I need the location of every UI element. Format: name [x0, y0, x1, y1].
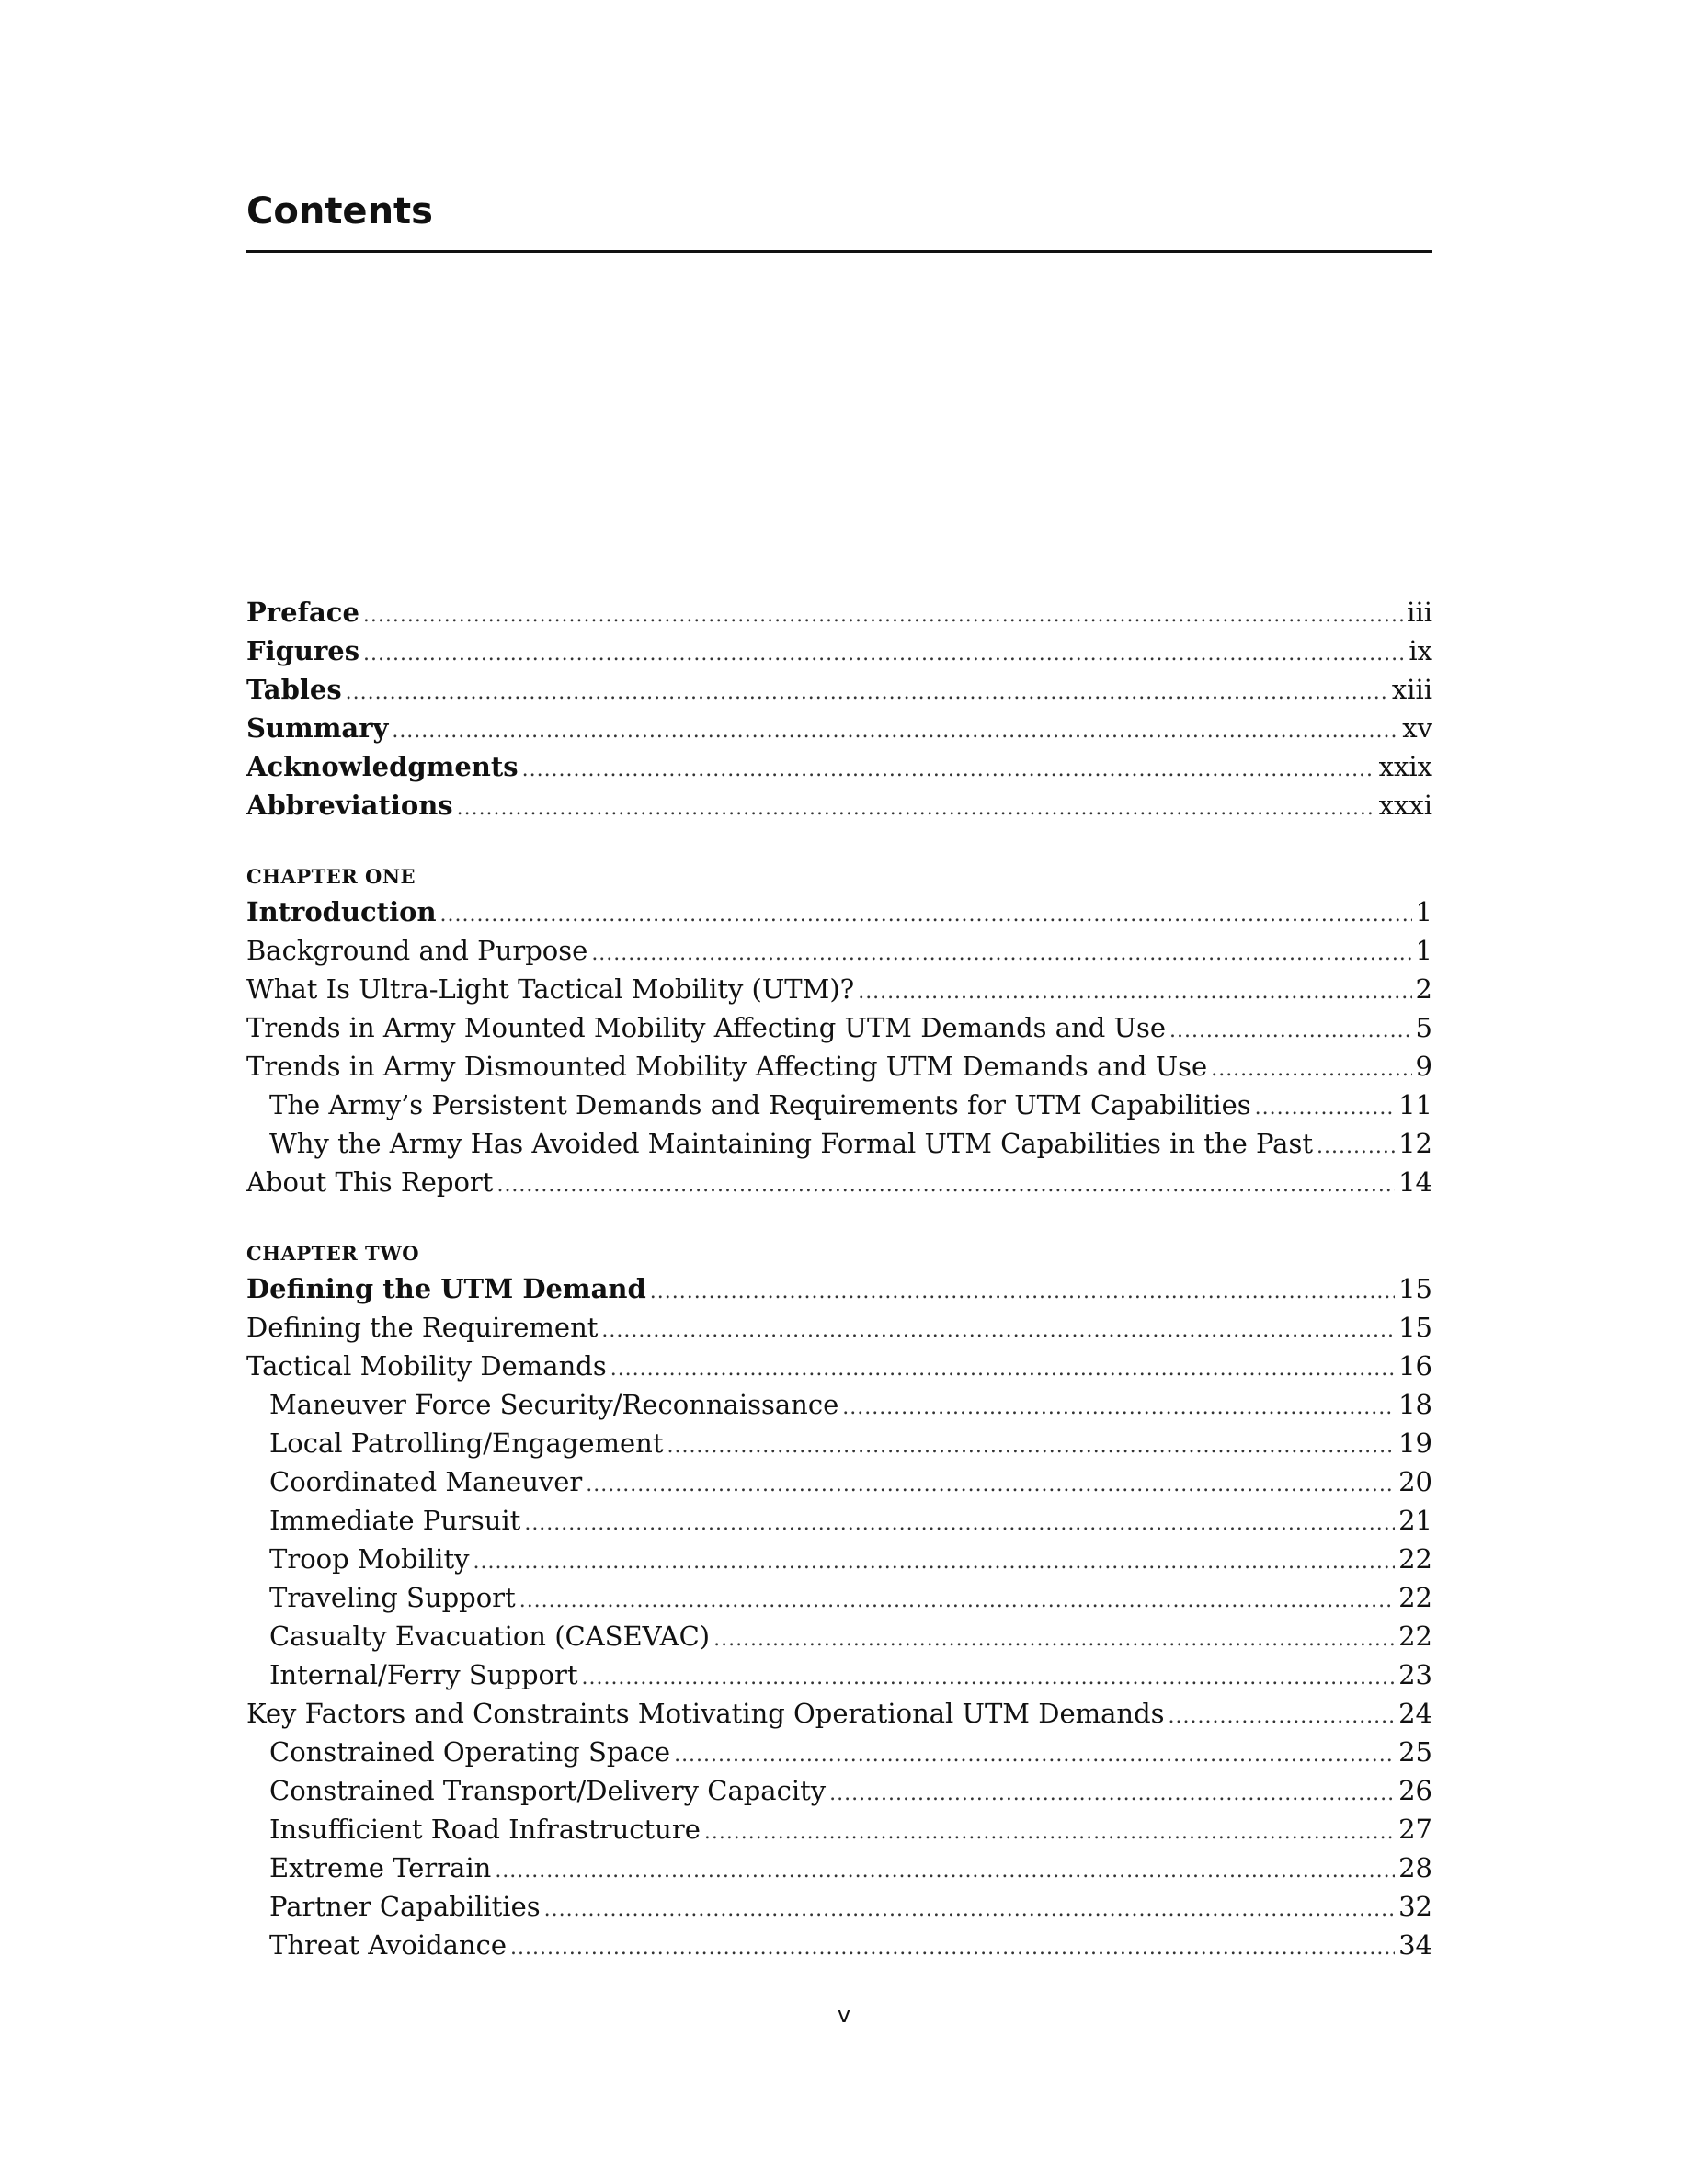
toc-page-number: xxix: [1378, 751, 1432, 782]
toc-entry-section[interactable]: [246, 931, 1432, 970]
toc-page-number: 1: [1415, 896, 1432, 927]
toc-entry-label: Acknowledgments: [246, 751, 519, 782]
toc-page-number: 24: [1398, 1698, 1432, 1729]
toc-entry-subsection[interactable]: [246, 1810, 1432, 1848]
dot-leader: [610, 1347, 1395, 1385]
toc-entry-label: Summary: [246, 712, 389, 744]
dot-leader: [829, 1771, 1395, 1810]
toc-entry-label: Maneuver Force Security/Reconnaissance: [269, 1389, 839, 1420]
toc-entry-label: Insufficient Road Infrastructure: [269, 1814, 701, 1845]
dot-leader: [522, 747, 1375, 786]
toc-entry-subsection[interactable]: [246, 1578, 1432, 1617]
toc-entry-label: What Is Ultra-Light Tactical Mobility (UTM)?: [246, 973, 855, 1005]
toc-page-number: 23: [1398, 1659, 1432, 1690]
chapter-section: [246, 861, 1432, 1201]
toc-page-number: 34: [1398, 1929, 1432, 1961]
toc-entry-label: Preface: [246, 597, 359, 628]
toc-page-number: 28: [1398, 1852, 1432, 1883]
toc-entry-section[interactable]: [246, 1694, 1432, 1733]
dot-leader: [495, 1848, 1395, 1887]
toc-entry-label: Partner Capabilities: [269, 1891, 541, 1922]
dot-leader: [842, 1385, 1395, 1424]
toc-entry-label: Introduction: [246, 896, 437, 927]
dot-leader: [519, 1578, 1395, 1617]
toc-entry-subsection[interactable]: [246, 1424, 1432, 1462]
toc-entry-section[interactable]: [246, 1308, 1432, 1347]
dot-leader: [1211, 1047, 1411, 1086]
dot-leader: [496, 1163, 1395, 1201]
toc-entry-section[interactable]: [246, 1163, 1432, 1201]
toc-page-number: 2: [1415, 973, 1432, 1005]
dot-leader: [544, 1887, 1395, 1926]
dot-leader: [473, 1540, 1396, 1578]
toc-entry-chapter-title[interactable]: [246, 893, 1432, 931]
toc-entry-label: Constrained Transport/Delivery Capacity: [269, 1775, 827, 1806]
toc-entry-front-matter[interactable]: [246, 709, 1432, 747]
dot-leader: [457, 786, 1375, 825]
dot-leader: [1255, 1086, 1395, 1124]
toc-entry-label: Trends in Army Dismounted Mobility Affecting UTM Demands and Use: [246, 1051, 1208, 1082]
toc-page-number: 21: [1398, 1505, 1432, 1536]
toc-page-number: ix: [1409, 635, 1432, 666]
toc-page-number: xv: [1402, 712, 1432, 744]
toc-entry-label: Immediate Pursuit: [269, 1505, 521, 1536]
toc-entry-subsection[interactable]: [246, 1385, 1432, 1424]
toc-page-number: 18: [1398, 1389, 1432, 1420]
toc-entry-subsection[interactable]: [246, 1617, 1432, 1655]
toc-entry-subsection[interactable]: [246, 1848, 1432, 1887]
toc-entry-label: Defining the UTM Demand: [246, 1273, 646, 1304]
dot-leader: [582, 1655, 1396, 1694]
toc-entry-label: Coordinated Maneuver: [269, 1466, 583, 1497]
front-matter-list: [246, 593, 1432, 825]
toc-entry-subsection[interactable]: [246, 1462, 1432, 1501]
dot-leader: [363, 631, 1405, 670]
toc-page-number: 1: [1415, 935, 1432, 966]
toc-page-number: 9: [1415, 1051, 1432, 1082]
toc-page-number: 22: [1398, 1621, 1432, 1652]
toc-entry-subsection[interactable]: [246, 1501, 1432, 1540]
dot-leader: [510, 1926, 1395, 1964]
dot-leader: [591, 931, 1411, 970]
section-spacer: [246, 1201, 1432, 1238]
toc-entry-subsection[interactable]: [246, 1086, 1432, 1124]
toc-entry-label: Internal/Ferry Support: [269, 1659, 578, 1690]
toc-page-number: 16: [1398, 1350, 1432, 1382]
dot-leader: [392, 709, 1398, 747]
toc-entry-front-matter[interactable]: [246, 593, 1432, 631]
toc-entry-chapter-title[interactable]: [246, 1269, 1432, 1308]
dot-leader: [650, 1269, 1395, 1308]
toc-page-number: 20: [1398, 1466, 1432, 1497]
toc-entry-front-matter[interactable]: [246, 747, 1432, 786]
toc-entry-label: Why the Army Has Avoided Maintaining Formal UTM Capabilities in the Past: [269, 1128, 1314, 1159]
toc-entry-front-matter[interactable]: [246, 631, 1432, 670]
toc-entry-label: Figures: [246, 635, 360, 666]
dot-leader: [667, 1424, 1395, 1462]
toc-page-number: 12: [1398, 1128, 1432, 1159]
toc-page-number: 25: [1398, 1736, 1432, 1768]
toc-page-number: 22: [1398, 1543, 1432, 1575]
toc-entry-section[interactable]: [246, 970, 1432, 1008]
toc-page-number: 15: [1398, 1273, 1432, 1304]
toc-page-number: 32: [1398, 1891, 1432, 1922]
dot-leader: [1317, 1124, 1395, 1163]
dot-leader: [524, 1501, 1395, 1540]
toc-entry-subsection[interactable]: [246, 1926, 1432, 1964]
toc-entry-label: Key Factors and Constraints Motivating Operational UTM Demands: [246, 1698, 1165, 1729]
toc-page-number: xiii: [1391, 674, 1432, 705]
toc-entry-subsection[interactable]: [246, 1887, 1432, 1926]
dot-leader: [713, 1617, 1395, 1655]
toc-page-number: 27: [1398, 1814, 1432, 1845]
toc-page-number: 14: [1398, 1166, 1432, 1198]
dot-leader: [1169, 1694, 1396, 1733]
toc-page-number: xxxi: [1378, 790, 1432, 821]
dot-leader: [440, 893, 1412, 931]
chapter-label: CHAPTER ONE: [246, 865, 416, 888]
dot-leader: [704, 1810, 1395, 1848]
dot-leader: [674, 1733, 1395, 1771]
table-of-contents: [246, 593, 1432, 1964]
toc-entry-subsection[interactable]: [246, 1733, 1432, 1771]
toc-page-number: 19: [1398, 1428, 1432, 1459]
dot-leader: [363, 593, 1403, 631]
section-spacer: [246, 825, 1432, 861]
toc-page-number: 26: [1398, 1775, 1432, 1806]
toc-entry-subsection[interactable]: [246, 1124, 1432, 1163]
toc-entry-label: Threat Avoidance: [269, 1929, 508, 1961]
dot-leader: [1169, 1008, 1412, 1047]
toc-entry-label: Trends in Army Mounted Mobility Affecting UTM Demands and Use: [246, 1012, 1166, 1043]
toc-entry-label: Abbreviations: [246, 790, 453, 821]
toc-entry-label: Background and Purpose: [246, 935, 588, 966]
page-number: v: [837, 2002, 851, 2028]
toc-entry-subsection[interactable]: [246, 1540, 1432, 1578]
toc-entry-label: Tables: [246, 674, 342, 705]
toc-page-number: iii: [1407, 597, 1432, 628]
page-title: Contents: [246, 190, 433, 233]
toc-entry-label: Traveling Support: [269, 1582, 516, 1613]
toc-entry-section[interactable]: [246, 1347, 1432, 1385]
toc-entry-section[interactable]: [246, 1008, 1432, 1047]
toc-entry-label: Local Patrolling/Engagement: [269, 1428, 664, 1459]
dot-leader: [858, 970, 1411, 1008]
dot-leader: [346, 670, 1388, 709]
dot-leader: [601, 1308, 1395, 1347]
toc-entry-subsection[interactable]: [246, 1771, 1432, 1810]
toc-entry-label: Extreme Terrain: [269, 1852, 492, 1883]
toc-entry-front-matter[interactable]: [246, 786, 1432, 825]
toc-entry-label: The Army’s Persistent Demands and Requirements for UTM Capabilities: [269, 1089, 1251, 1120]
toc-entry-label: Defining the Requirement: [246, 1312, 599, 1343]
dot-leader: [586, 1462, 1395, 1501]
toc-page-number: 11: [1398, 1089, 1432, 1120]
toc-page-number: 15: [1398, 1312, 1432, 1343]
toc-entry-subsection[interactable]: [246, 1655, 1432, 1694]
title-rule: [246, 250, 1432, 253]
toc-entry-front-matter[interactable]: [246, 670, 1432, 709]
toc-entry-label: About This Report: [246, 1166, 494, 1198]
toc-entry-label: Troop Mobility: [269, 1543, 470, 1575]
toc-entry-section[interactable]: [246, 1047, 1432, 1086]
toc-entry-label: Constrained Operating Space: [269, 1736, 671, 1768]
toc-page-number: 22: [1398, 1582, 1432, 1613]
chapter-label: CHAPTER TWO: [246, 1242, 420, 1265]
toc-page-number: 5: [1415, 1012, 1432, 1043]
chapter-section: [246, 1238, 1432, 1964]
toc-entry-label: Casualty Evacuation (CASEVAC): [269, 1621, 711, 1652]
toc-entry-label: Tactical Mobility Demands: [246, 1350, 607, 1382]
